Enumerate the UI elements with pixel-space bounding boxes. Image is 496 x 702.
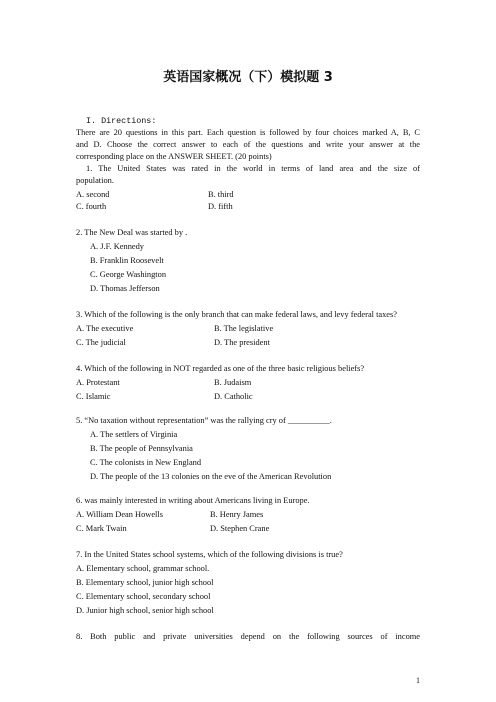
question-5-option-d: D. The people of the 13 colonies on the eve of the American Revolution xyxy=(90,472,332,481)
page-title: 英语国家概况（下）模拟题 3 xyxy=(163,70,333,85)
question-2-option-a: A. J.F. Kennedy xyxy=(90,242,144,251)
question-1-stem-cont: population. xyxy=(76,176,114,185)
option-d: D. fifth xyxy=(208,202,233,211)
option-a: A. second xyxy=(76,190,110,199)
section-heading: I. Directions: xyxy=(86,116,157,126)
question-1-options-row-2 xyxy=(76,202,233,212)
question-4-stem: 4. Which of the following in NOT regarded as one of the three basic religious beliefs? xyxy=(76,364,365,373)
question-7-stem: 7. In the United States school systems, which of the following divisions is true? xyxy=(76,550,343,559)
question-6-options-row-1 xyxy=(76,510,264,520)
option-b: B. The legislative xyxy=(214,324,274,333)
page-number: 1 xyxy=(416,676,420,685)
question-7-option-c: C. Elementary school, secondary school xyxy=(76,592,211,601)
question-6-options-row-2 xyxy=(76,524,270,534)
question-2-stem: 2. The New Deal was started by . xyxy=(76,228,188,237)
option-d: D. Stephen Crane xyxy=(210,524,270,533)
question-4-options-row-2 xyxy=(76,392,253,402)
option-c: C. fourth xyxy=(76,202,107,211)
option-c: C. Mark Twain xyxy=(76,524,127,533)
directions-line-3: corresponding place on the ANSWER SHEET. (20 points) xyxy=(76,152,272,161)
question-7-option-d: D. Junior high school, senior high school xyxy=(76,606,214,615)
option-b: B. Henry James xyxy=(210,510,264,519)
question-2-option-b: B. Franklin Roosevelt xyxy=(90,256,164,265)
question-3-options-row-1 xyxy=(76,324,274,334)
question-8-stem: 8. Both public and private universities depend on the following sources of income xyxy=(76,632,420,641)
option-b: B. Judaism xyxy=(214,378,252,387)
question-5-stem: 5. “No taxation without representation” was the rallying cry of __________. xyxy=(76,416,332,425)
question-4-options-row-1 xyxy=(76,378,252,388)
question-3-stem: 3. Which of the following is the only branch that can make federal laws, and levy federal taxes? xyxy=(76,310,398,319)
question-5-option-b: B. The people of Pennsylvania xyxy=(90,444,193,453)
question-6-stem: 6. was mainly interested in writing about Americans living in Europe. xyxy=(76,496,310,505)
question-1-stem: 1. The United States was rated in the world in terms of land area and the size of xyxy=(86,164,420,173)
question-7-option-a: A. Elementary school, grammar school. xyxy=(76,564,210,573)
question-1-options-row-1 xyxy=(76,190,234,200)
question-2-option-d: D. Thomas Jefferson xyxy=(90,284,160,293)
question-5-option-a: A. The settlers of Virginia xyxy=(90,430,178,439)
question-7-option-b: B. Elementary school, junior high school xyxy=(76,578,214,587)
option-a: A. William Dean Howells xyxy=(76,510,163,519)
option-c: C. Islamic xyxy=(76,392,111,401)
question-3-options-row-2 xyxy=(76,338,270,348)
option-d: D. Catholic xyxy=(214,392,253,401)
option-c: C. The judicial xyxy=(76,338,126,347)
question-2-option-c: C. George Washington xyxy=(90,270,167,279)
option-a: A. The executive xyxy=(76,324,134,333)
question-5-option-c: C. The colonists in New England xyxy=(90,458,202,467)
directions-line-1: There are 20 questions in this part. Each question is followed by four choices marked A, B, C xyxy=(76,128,420,137)
option-a: A. Protestant xyxy=(76,378,120,387)
option-d: D. The president xyxy=(214,338,270,347)
directions-line-2: and D. Choose the correct answer to each of the questions and write your answer at the xyxy=(76,140,420,149)
option-b: B. third xyxy=(208,190,234,199)
